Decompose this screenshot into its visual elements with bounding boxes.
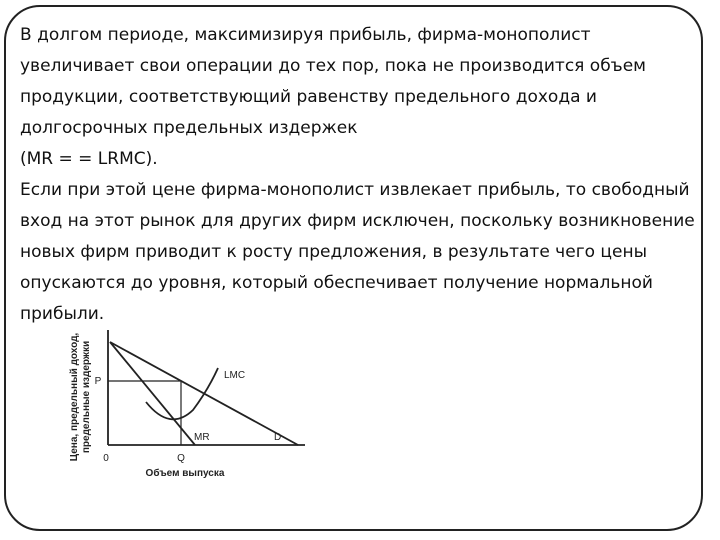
paragraph-mr-lrmc-condition: (MR = = LRMC).	[20, 149, 158, 169]
slide-body	[20, 20, 700, 330]
origin-label: 0	[103, 453, 109, 464]
quantity-label: Q	[177, 453, 185, 464]
monopoly-diagram	[60, 300, 320, 490]
long-run-marginal-cost-curve	[146, 368, 218, 419]
y-axis-label-line2: предельные издержки	[81, 340, 92, 454]
demand-label: D	[274, 432, 282, 443]
marginal-revenue-curve	[110, 342, 195, 445]
paragraph-barriers-to-entry: Если при этой цене фирма-монополист извлекает прибыль, то свободный вход на этот рынок для других фирм исключен, поскольку возникновение новых фирм приводит к росту предложения, в результате чего цены опускаются до уровня, который обеспечивает получение нормальной прибыли.	[20, 180, 695, 324]
y-axis-label-line1: Цена, предельный доход,	[69, 332, 80, 462]
lmc-label: LMC	[224, 370, 246, 381]
x-axis-label: Объем выпуска	[145, 468, 225, 479]
paragraph-long-run-equilibrium: В долгом периоде, максимизируя прибыль, фирма-монополист увеличивает свои операции до тех пор, пока не производится объем продукции, соответствующий равенству предельного дохода и долгосрочных предельных издержек	[20, 25, 646, 138]
price-label: P	[94, 376, 102, 387]
mr-label: MR	[194, 432, 210, 443]
